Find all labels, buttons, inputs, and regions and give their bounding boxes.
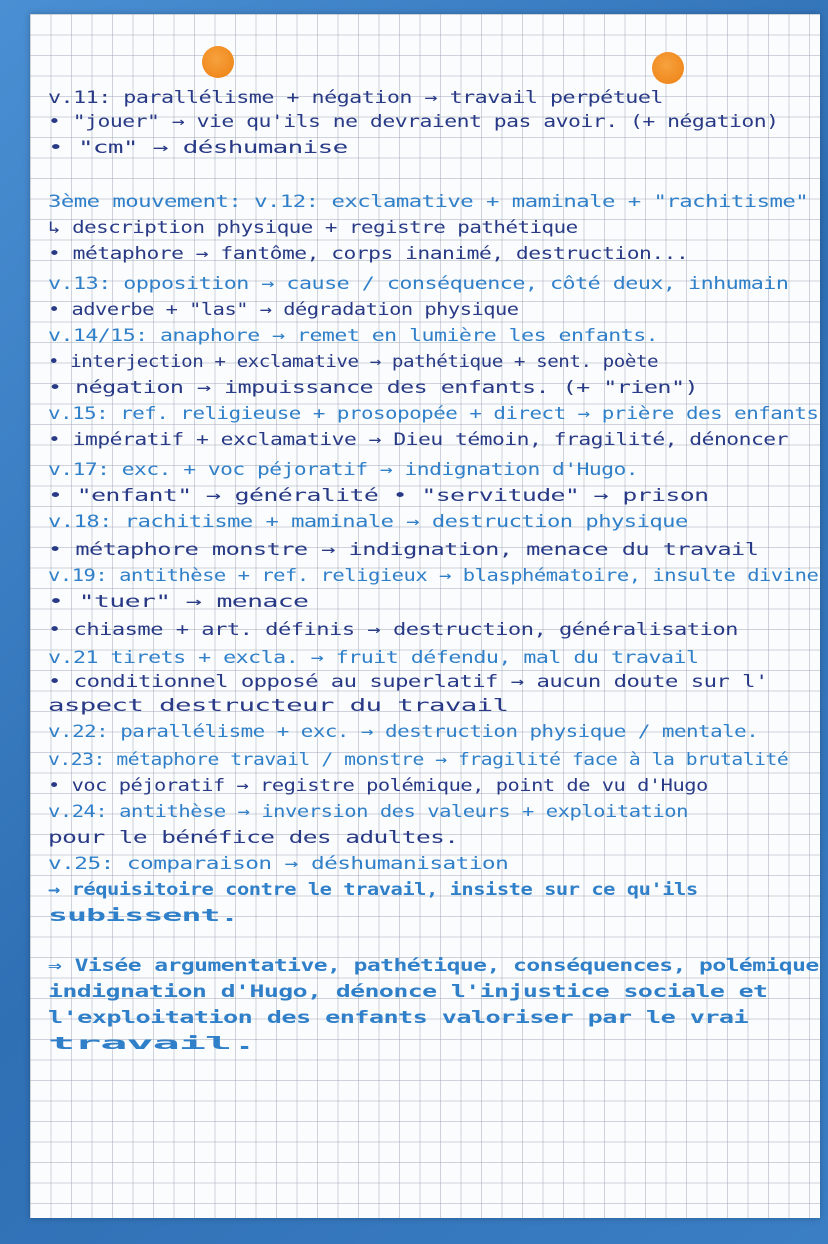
punch-hole-left [202,46,234,78]
note-line: subissent. [48,906,239,926]
note-line: v.25: comparaison → déshumanisation [48,854,509,874]
note-line: • métaphore monstre → indignation, menace du travail [48,540,759,560]
note-line: v.19: antithèse + ref. religieux → blasphématoire, insulte divine [48,566,819,586]
note-line: v.14/15: anaphore → remet en lumière les enfants. [48,326,659,346]
note-line: v.13: opposition → cause / conséquence, côté deux, inhumain [48,274,789,294]
note-line: v.17: exc. + voc péjoratif → indignation d'Hugo. [48,460,639,480]
note-line: v.22: parallélisme + exc. → destruction physique / mentale. [48,722,759,742]
note-line: • métaphore → fantôme, corps inanimé, destruction... [48,244,689,264]
note-line: • conditionnel opposé au superlatif → aucun doute sur l' [48,672,768,692]
note-line: • interjection + exclamative → pathétique + sent. poète [48,352,659,372]
note-line: • "jouer" → vie qu'ils ne devraient pas avoir. (+ négation) [48,112,779,132]
note-line: • voc péjoratif → registre polémique, point de vu d'Hugo [48,776,708,796]
note-line: l'exploitation des enfants valoriser par le vrai [48,1008,749,1028]
note-line: v.11: parallélisme + négation → travail perpétuel [48,88,663,108]
note-line: • impératif + exclamative → Dieu témoin, fragilité, dénoncer [48,430,788,450]
note-line: pour le bénéfice des adultes. [48,828,459,848]
note-line: v.24: antithèse → inversion des valeurs + exploitation [48,802,688,822]
note-line: • "cm" → déshumanise [48,138,348,158]
note-line: • "tuer" → menace [48,592,309,612]
punch-hole-right [652,52,684,84]
note-line: v.18: rachitisme + maminale → destruction physique [48,512,688,532]
note-line: v.21 tirets + excla. → fruit défendu, mal du travail [48,648,699,668]
note-line: → réquisitoire contre le travail, insiste sur ce qu'ils [48,880,698,900]
note-line: • "enfant" → généralité • "servitude" → prison [48,486,709,506]
note-line: ↳ description physique + registre pathétique [48,218,578,238]
note-line: indignation d'Hugo, dénonce l'injustice sociale et [48,982,768,1002]
note-line: travail. [48,1034,258,1054]
note-line: • négation → impuissance des enfants. (+ "rien") [48,378,699,398]
note-line: • adverbe + "las" → dégradation physique [48,300,519,320]
note-line: v.23: métaphore travail / monstre → fragilité face à la brutalité [48,750,789,770]
note-line: ⇒ Visée argumentative, pathétique, conséquences, polémique [48,956,819,976]
note-line: • chiasme + art. définis → destruction, généralisation [48,620,738,640]
note-line: v.15: ref. religieuse + prosopopée + direct → prière des enfants [48,404,819,424]
note-line: aspect destructeur du travail [48,696,509,716]
note-line: 3ème mouvement: v.12: exclamative + maminale + "rachitisme" [48,192,809,212]
